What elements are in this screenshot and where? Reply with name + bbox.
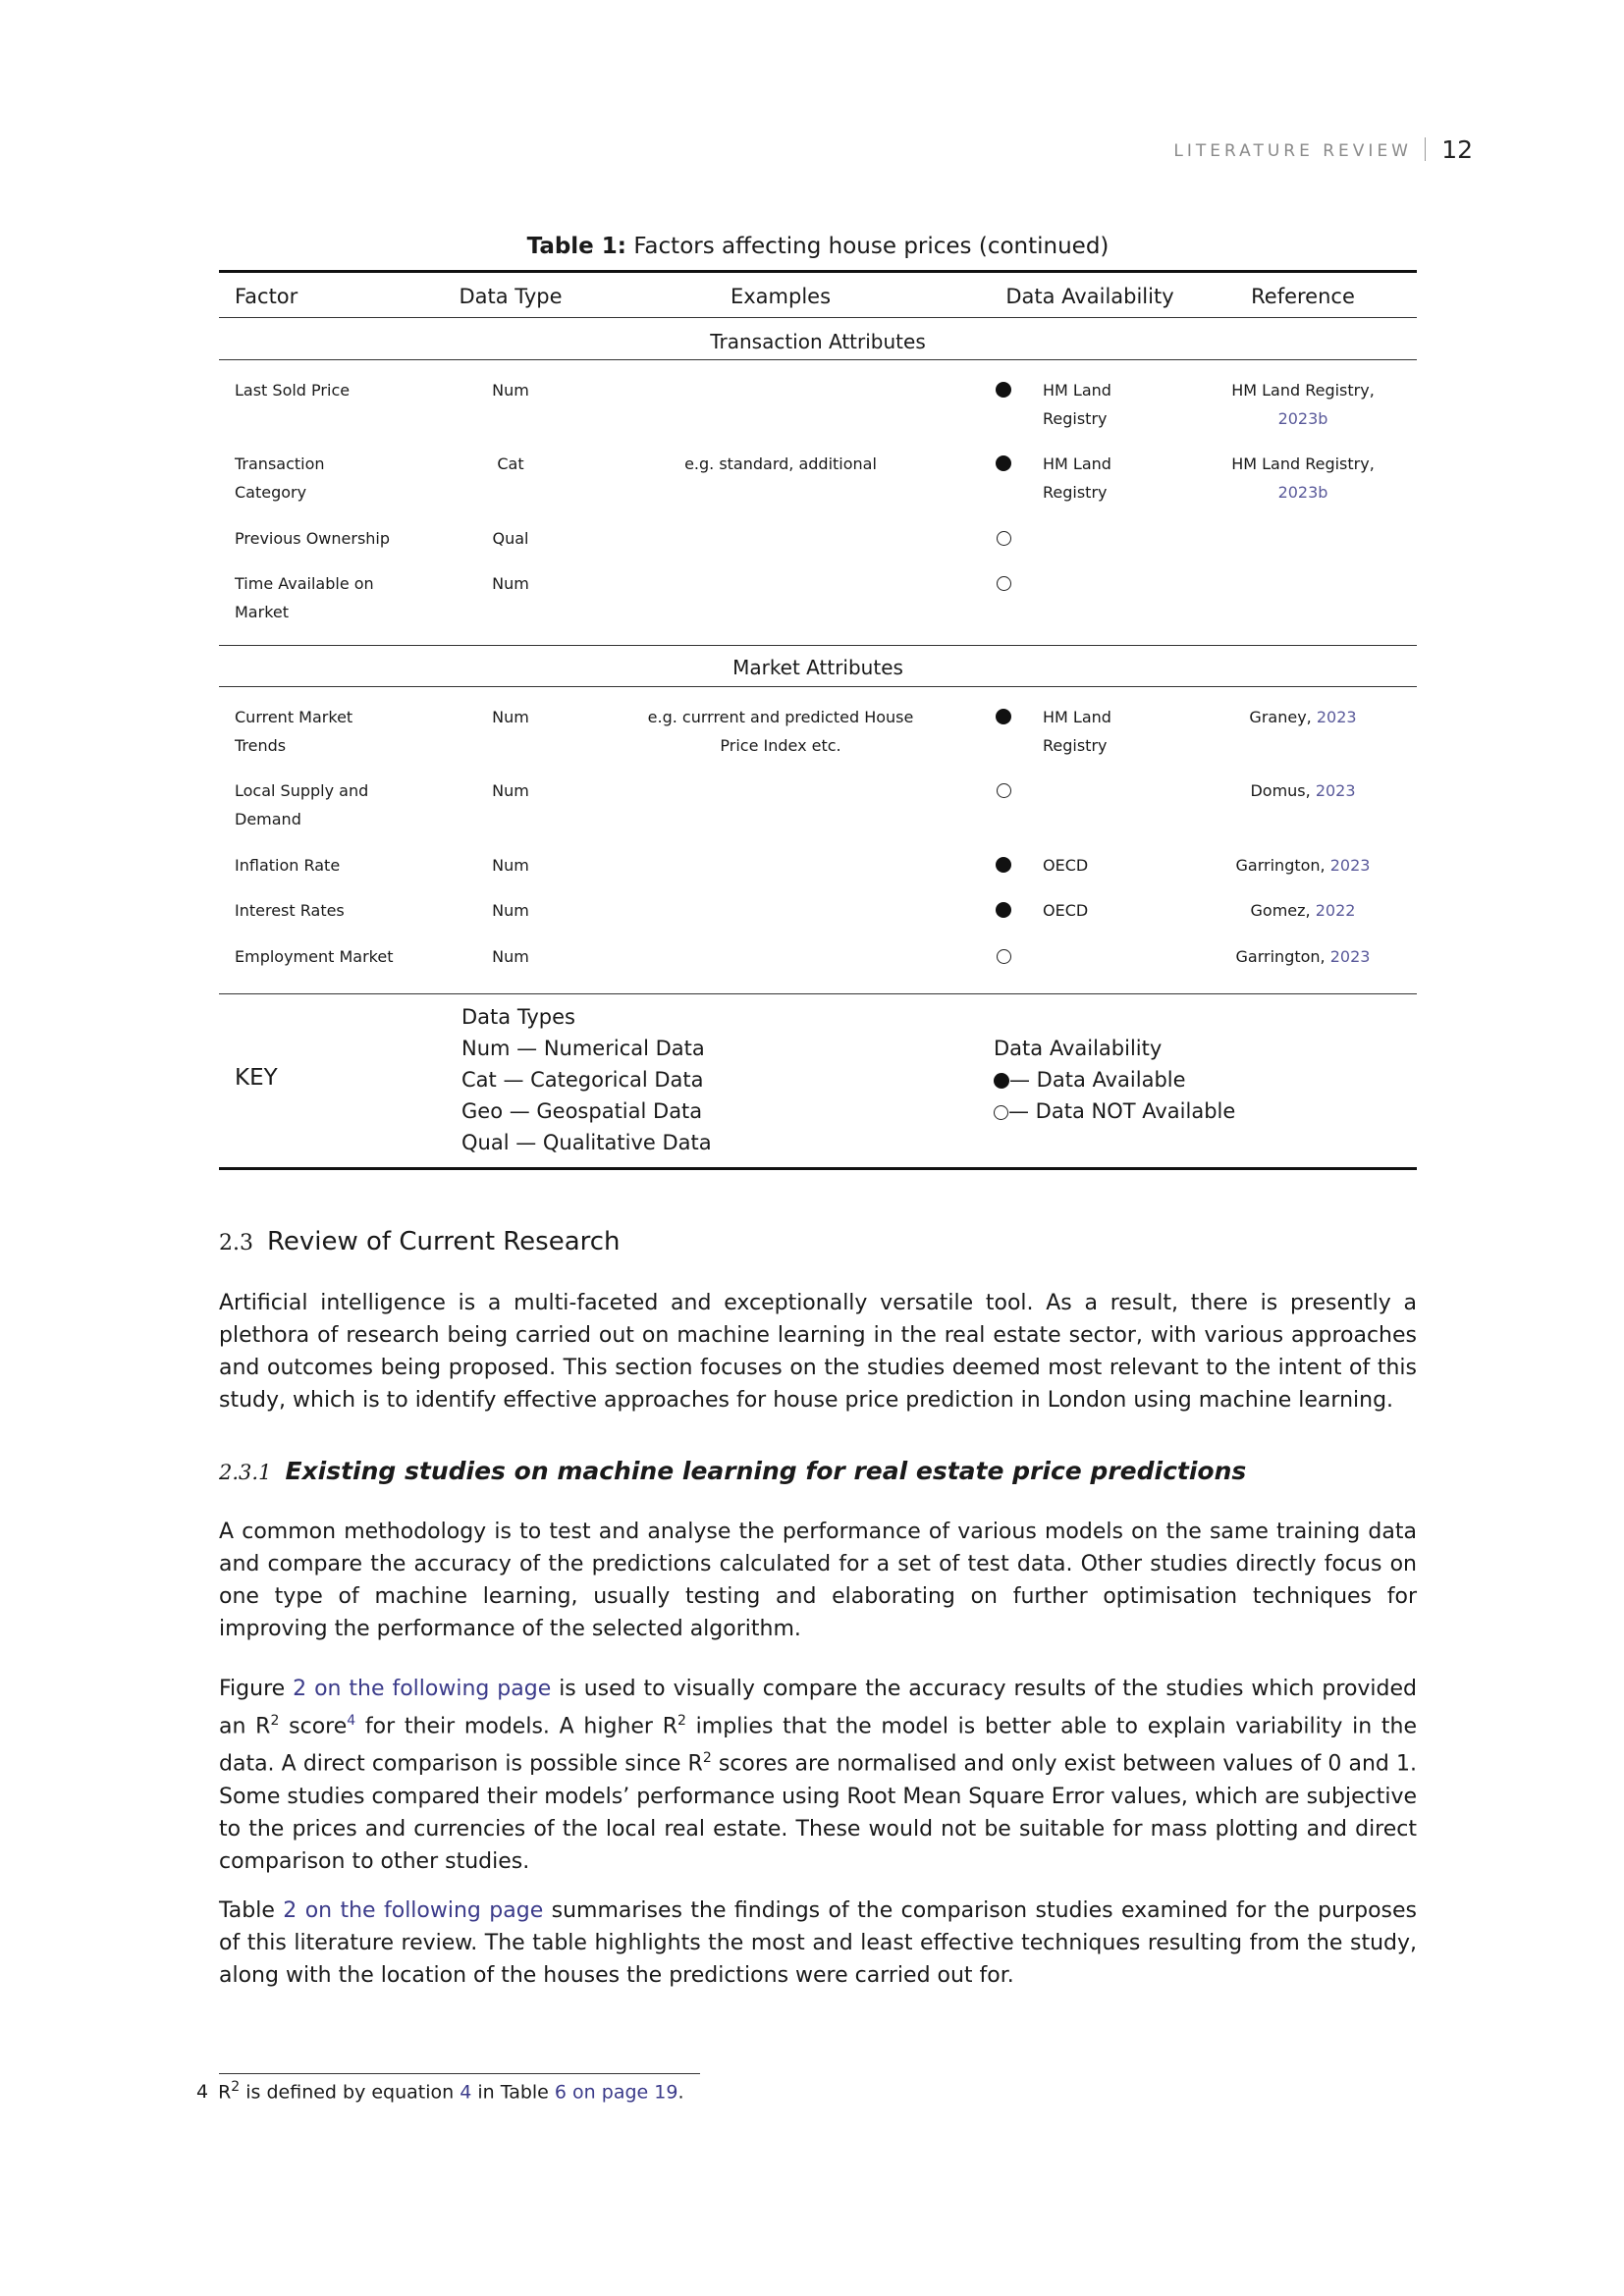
table-caption <box>219 234 1417 259</box>
reference-cell: HM Land Registry, 2023b <box>1231 381 1375 428</box>
table-caption-text: Factors affecting house prices (continued) <box>633 234 1110 259</box>
factor-cell: Local Supply and Demand <box>235 781 369 828</box>
empty-circle-icon <box>997 531 1011 546</box>
footnote-rule <box>219 2073 700 2074</box>
availability-indicator <box>992 524 1015 553</box>
citation-link[interactable]: 2023 <box>1316 708 1357 726</box>
reference-cell: Garrington, 2023 <box>1235 947 1371 966</box>
subsection-number: 2.3.1 <box>219 1461 272 1484</box>
data-type-cell: Num <box>492 381 529 400</box>
key-type-item: Cat — Categorical Data <box>461 1068 704 1092</box>
key-label: KEY <box>235 1065 278 1091</box>
key-type-item: Geo — Geospatial Data <box>461 1099 703 1123</box>
table-bottom-rule <box>219 1167 1417 1170</box>
availability-indicator <box>992 896 1015 925</box>
data-type-cell: Num <box>492 574 529 593</box>
subsection-heading <box>219 1457 1246 1485</box>
factor-cell: Interest Rates <box>235 901 345 920</box>
page-number: 12 <box>1441 135 1473 164</box>
key-rule <box>219 993 1417 994</box>
examples-cell: e.g. standard, additional <box>684 454 877 473</box>
filled-circle-icon <box>996 382 1011 398</box>
availability-indicator <box>992 776 1015 805</box>
source-cell: HM Land Registry <box>1043 381 1111 428</box>
citation-link[interactable]: 2023 <box>1329 947 1371 966</box>
key-availability <box>994 1033 1235 1127</box>
examples-cell: e.g. currrent and predicted House Price Index etc. <box>647 708 914 755</box>
filled-circle-icon <box>996 455 1011 471</box>
column-header: Data Availability <box>1005 285 1174 308</box>
reference-cell: Graney, 2023 <box>1249 708 1357 726</box>
citation-link[interactable]: 2023 <box>1315 781 1356 800</box>
reference-cell: Domus, 2023 <box>1250 781 1356 800</box>
empty-circle-icon <box>997 949 1011 964</box>
footnote: 4 $R^2$ is defined by equation 4 in Table 6 on page 19. <box>196 2079 684 2104</box>
factor-cell: Inflation Rate <box>235 856 341 875</box>
reference-cell: Gomez, 2022 <box>1250 901 1356 920</box>
data-type-cell: Num <box>492 708 529 726</box>
group-title: Market Attributes <box>732 656 903 679</box>
data-type-cell: Qual <box>492 529 529 548</box>
filled-circle-icon <box>996 902 1011 918</box>
column-header: Data Type <box>459 285 563 308</box>
empty-circle-icon <box>994 1105 1008 1120</box>
running-head <box>1129 135 1473 165</box>
source-cell: OECD <box>1043 856 1089 875</box>
factor-cell: Previous Ownership <box>235 529 391 548</box>
key-data-types <box>461 1001 712 1158</box>
key-type-item: Qual — Qualitative Data <box>461 1131 712 1154</box>
table-caption-label: Table 1: <box>526 234 626 259</box>
factor-cell: Transaction Category <box>235 454 325 502</box>
source-cell: HM Land Registry <box>1043 708 1111 755</box>
key-types-title: Data Types <box>461 1005 575 1029</box>
running-head-label: LITERATURE REVIEW <box>1173 141 1412 161</box>
paragraph: Table 2 on the following page summarises the findings of the comparison studies examined for the purposes of this literature review. The table highlights the most and least effective techniques resulting from the study, along with the location of the houses the predictions were carried out for. <box>219 1898 1417 1988</box>
factor-cell: Time Available on Market <box>235 574 374 621</box>
table-page-link[interactable]: 6 on page 19 <box>554 2081 678 2104</box>
key-avail-item: — Data Available <box>994 1064 1235 1095</box>
citation-link[interactable]: 2022 <box>1315 901 1356 920</box>
column-header: Factor <box>235 285 298 308</box>
factor-cell: Employment Market <box>235 947 394 966</box>
section-number: 2.3 <box>219 1231 253 1255</box>
reference-cell: HM Land Registry, 2023b <box>1231 454 1375 502</box>
availability-indicator <box>992 703 1015 731</box>
paragraph: Figure 2 on the following page is used to visually compare the accuracy results of the studies which provided an $R^2$ score$^4$ for their models. A higher $R^2$ implies that the model is better able to explain variability in the data. A direct comparison is possible since $R^2$ scores are normalised and only exist between values of 0 and 1. Some studies compared their models’ performance using Root Mean Square Error values, which are subjective to the prices and currencies of the local real estate. These would not be suitable for mass plotting and direct comparison to other studies. <box>219 1677 1418 1874</box>
data-type-cell: Num <box>492 856 529 875</box>
group-rule <box>219 359 1417 360</box>
key-type-item: Num — Numerical Data <box>461 1037 705 1060</box>
figure-link[interactable]: 2 on the following page <box>293 1677 552 1701</box>
paragraph: Artificial intelligence is a multi-faceted and exceptionally versatile tool. As a result, there is presently a plethora of research being carried out on machine learning in the real estate sector, with various approaches and outcomes being proposed. This section focuses on the studies deemed most relevant to the intent of this study, which is to identify effective approaches for house price prediction in London using machine learning. <box>219 1291 1417 1413</box>
footnote-ref[interactable]: 4 <box>347 1713 356 1729</box>
running-head-divider <box>1425 137 1426 161</box>
table-link[interactable]: 2 on the following page <box>283 1898 544 1923</box>
column-header: Examples <box>730 285 832 308</box>
filled-circle-icon <box>994 1073 1009 1089</box>
data-type-cell: Num <box>492 947 529 966</box>
section-title: Review of Current Research <box>267 1227 621 1256</box>
group-rule <box>219 645 1417 646</box>
paragraph: A common methodology is to test and analyse the performance of various models on the same training data and compare the accuracy of the predictions calculated for a set of test data. Other studies directly focus on one type of machine learning, usually testing and elaborating on further optimisation techniques for improving the performance of the selected algorithm. <box>219 1520 1417 1641</box>
group-title: Transaction Attributes <box>710 330 926 353</box>
table-top-rule <box>219 270 1417 273</box>
reference-cell: Garrington, 2023 <box>1235 856 1371 875</box>
source-cell: OECD <box>1043 901 1089 920</box>
factor-cell: Current Market Trends <box>235 708 353 755</box>
citation-link[interactable]: 2023b <box>1277 409 1328 428</box>
key-avail-title: Data Availability <box>994 1037 1163 1060</box>
availability-indicator <box>992 376 1015 404</box>
availability-indicator <box>992 851 1015 880</box>
empty-circle-icon <box>997 576 1011 591</box>
data-type-cell: Cat <box>497 454 524 473</box>
empty-circle-icon <box>997 783 1011 798</box>
column-header: Reference <box>1251 285 1355 308</box>
group-rule <box>219 686 1417 687</box>
data-type-cell: Num <box>492 901 529 920</box>
availability-indicator <box>992 942 1015 971</box>
section-heading <box>219 1227 621 1256</box>
equation-link[interactable]: 4 <box>460 2081 472 2104</box>
filled-circle-icon <box>996 857 1011 873</box>
subsection-title: Existing studies on machine learning for real estate price predictions <box>285 1457 1247 1485</box>
citation-link[interactable]: 2023 <box>1329 856 1371 875</box>
availability-indicator <box>992 569 1015 598</box>
table-header-rule <box>219 317 1417 318</box>
data-type-cell: Num <box>492 781 529 800</box>
filled-circle-icon <box>996 709 1011 724</box>
availability-indicator <box>992 450 1015 478</box>
citation-link[interactable]: 2023b <box>1277 483 1328 502</box>
source-cell: HM Land Registry <box>1043 454 1111 502</box>
factor-cell: Last Sold Price <box>235 381 351 400</box>
key-avail-item: — Data NOT Available <box>994 1095 1235 1127</box>
